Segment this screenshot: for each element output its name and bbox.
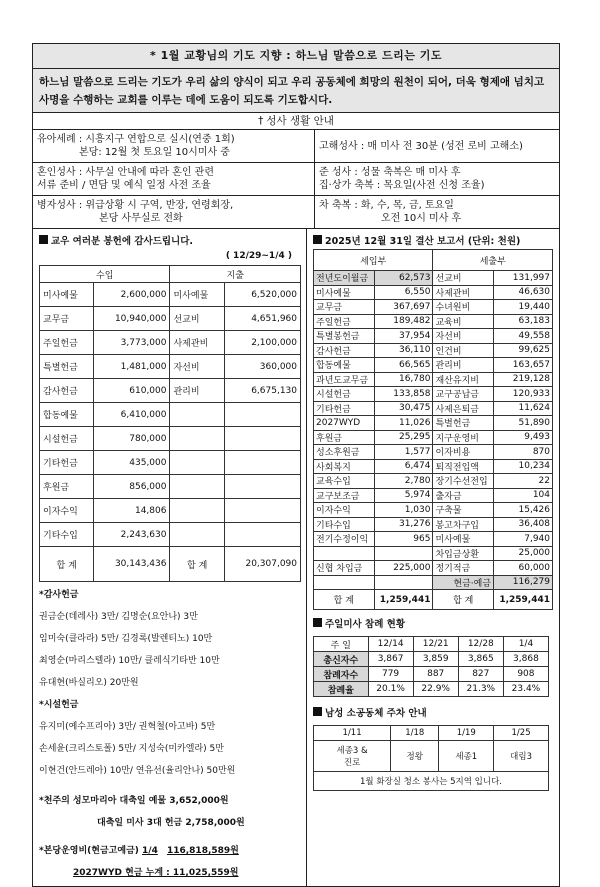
thanks-offering-heading: *감사헌금	[39, 590, 79, 600]
attendance-header-cell: 12/28	[458, 637, 503, 652]
sacrament-row-1	[33, 130, 559, 163]
car-blessing-info: 차 축복 : 화, 수, 목, 금, 토요일 오전 10시 미사 후	[319, 200, 462, 224]
attendance-value: 3,859	[413, 652, 458, 667]
attendance-header-cell: 12/21	[413, 637, 458, 652]
report-item	[314, 575, 375, 590]
report-income-header: 세입부	[314, 250, 433, 271]
report-row	[314, 271, 553, 286]
offering-amount	[224, 427, 300, 451]
parking-table	[313, 725, 549, 791]
offering-item: 관리비	[170, 379, 224, 403]
attendance-value: 23.4%	[503, 682, 548, 697]
report-amount	[374, 575, 433, 590]
report-amount: 22	[494, 474, 553, 489]
offering-row	[40, 451, 301, 475]
offering-row	[40, 283, 301, 307]
parking-group: 대림3	[494, 741, 549, 772]
offering-item: 합동예물	[40, 403, 94, 427]
attendance-header-cell: 1/4	[503, 637, 548, 652]
parking-group: 세종3 & 진로	[314, 741, 391, 772]
report-total-row	[314, 590, 553, 610]
facility-offering-heading: *시설헌금	[39, 700, 79, 710]
offering-amount: 2,100,000	[224, 331, 300, 355]
report-amount: 25,000	[494, 546, 553, 561]
offering-item: 후원금	[40, 475, 94, 499]
report-amount: 116,279	[494, 575, 553, 590]
confession-info: 고해성사 : 매 미사 전 30분 (성전 로비 고해소)	[319, 140, 523, 152]
report-row	[314, 343, 553, 358]
report-item: 주일헌금	[314, 314, 375, 329]
offering-item	[170, 475, 224, 499]
square-bullet-icon	[313, 707, 322, 716]
report-item: 관리비	[433, 358, 494, 373]
report-item	[314, 546, 375, 561]
report-item: 신협 차입금	[314, 561, 375, 576]
report-item: 감사헌금	[314, 343, 375, 358]
square-bullet-icon	[39, 235, 48, 244]
sacrament-row-3	[33, 196, 559, 229]
offering-total-expense-label: 합 계	[170, 547, 224, 582]
report-amount: 225,000	[374, 561, 433, 576]
offering-item	[170, 499, 224, 523]
offering-item: 특별헌금	[40, 355, 94, 379]
report-amount: 133,858	[374, 387, 433, 402]
report-row	[314, 532, 553, 547]
report-amount: 131,997	[494, 271, 553, 286]
offering-amount	[224, 499, 300, 523]
parish-fund-line: *본당운영비(현금고예금) 1/4 116,818,589원	[39, 846, 239, 856]
offering-amount: 2,243,630	[94, 523, 170, 547]
report-item: 기타수입	[314, 517, 375, 532]
attendance-value: 3,865	[458, 652, 503, 667]
report-item: 교육수입	[314, 474, 375, 489]
solemnity-collection-line: 대축일 미사 3대 헌금 2,758,000원	[97, 818, 245, 828]
report-item: 시설헌금	[314, 387, 375, 402]
parking-date: 1/18	[391, 726, 439, 741]
report-amount: 11,624	[494, 401, 553, 416]
attendance-label: 총신자수	[314, 652, 369, 667]
report-item: 교구보조금	[314, 488, 375, 503]
offering-amount	[224, 475, 300, 499]
report-amount: 2,780	[374, 474, 433, 489]
report-amount: 9,493	[494, 430, 553, 445]
report-row	[314, 358, 553, 373]
attendance-value: 779	[368, 667, 413, 682]
report-amount: 163,657	[494, 358, 553, 373]
report-item: 선교비	[433, 271, 494, 286]
report-total-label: 합 계	[314, 590, 375, 610]
report-amount: 6,474	[374, 459, 433, 474]
attendance-table	[313, 636, 549, 697]
report-item: 성소후원금	[314, 445, 375, 460]
report-amount: 46,630	[494, 285, 553, 300]
offering-row	[40, 475, 301, 499]
report-amount: 6,550	[374, 285, 433, 300]
report-amount: 104	[494, 488, 553, 503]
prayer-intention-body: 하느님 말씀으로 드리는 기도가 우리 삶의 양식이 되고 우리 공동체에 희망의 원천이 되어, 더욱 형제애 넘치고 사명을 수행하는 교회를 이루는 데에 도움이 되도록 기도합시다.	[33, 69, 559, 113]
parking-date: 1/11	[314, 726, 391, 741]
report-row	[314, 300, 553, 315]
report-amount: 30,475	[374, 401, 433, 416]
report-column	[307, 229, 559, 886]
offering-amount: 10,940,000	[94, 307, 170, 331]
report-row	[314, 474, 553, 489]
offering-amount: 6,675,130	[224, 379, 300, 403]
report-amount: 7,940	[494, 532, 553, 547]
attendance-value: 21.3%	[458, 682, 503, 697]
offering-item: 미사예물	[40, 283, 94, 307]
offering-total-label: 합 계	[40, 547, 94, 582]
prayer-intention-title: * 1월 교황님의 기도 지향 : 하느님 말씀으로 드리는 기도	[33, 44, 559, 69]
attendance-label: 참례율	[314, 682, 369, 697]
parking-footer-row	[314, 772, 549, 791]
report-item: 교구공납금	[433, 387, 494, 402]
report-amount: 99,625	[494, 343, 553, 358]
report-amount: 5,974	[374, 488, 433, 503]
report-item: 장기수선전입	[433, 474, 494, 489]
offering-row	[40, 331, 301, 355]
report-row	[314, 517, 553, 532]
report-row	[314, 445, 553, 460]
report-amount: 11,026	[374, 416, 433, 431]
restroom-cleaning-note: 1월 화장실 청소 봉사는 5지역 입니다.	[314, 772, 549, 791]
thanks-offering-line: 임미숙(클라라) 5만/ 김경록(발렌티노) 10만	[39, 634, 213, 644]
report-item: 후원금	[314, 430, 375, 445]
offering-item: 주일헌금	[40, 331, 94, 355]
report-row	[314, 387, 553, 402]
offering-amount: 6,520,000	[224, 283, 300, 307]
report-amount: 66,565	[374, 358, 433, 373]
sacrament-guide-title	[33, 113, 559, 130]
report-item: 퇴직전입액	[433, 459, 494, 474]
attendance-label: 참례자수	[314, 667, 369, 682]
attendance-header-cell: 12/14	[368, 637, 413, 652]
attendance-value: 908	[503, 667, 548, 682]
offering-title: 교우 여러분 봉헌에 감사드립니다.	[33, 229, 306, 249]
offering-amount: 856,000	[94, 475, 170, 499]
cross-icon: †	[258, 115, 264, 127]
expense-header: 지출	[170, 266, 301, 283]
report-total-income: 1,259,441	[374, 590, 433, 610]
lower-section	[33, 229, 559, 886]
report-amount: 51,890	[494, 416, 553, 431]
attendance-header-cell: 주 일	[314, 637, 369, 652]
report-item: 이자수익	[314, 503, 375, 518]
report-amount: 15,426	[494, 503, 553, 518]
attendance-value: 20.1%	[368, 682, 413, 697]
attendance-row	[314, 667, 549, 682]
square-bullet-icon	[313, 618, 322, 627]
report-item: 이자비용	[433, 445, 494, 460]
offering-item: 기타수입	[40, 523, 94, 547]
report-item: 미사예물	[433, 532, 494, 547]
offering-row	[40, 403, 301, 427]
thanks-offering-line: 최영순(마리스텔라) 10만/ 클레식기타반 10만	[39, 656, 220, 666]
offering-total-row	[40, 547, 301, 582]
report-amount: 25,295	[374, 430, 433, 445]
report-amount: 1,577	[374, 445, 433, 460]
report-item: 교무금	[314, 300, 375, 315]
report-item: 구축물	[433, 503, 494, 518]
report-item: 교육비	[433, 314, 494, 329]
offering-amount: 1,481,000	[94, 355, 170, 379]
report-item: 출자금	[433, 488, 494, 503]
report-total-label: 합 계	[433, 590, 494, 610]
offering-amount: 14,806	[94, 499, 170, 523]
offering-notes	[33, 582, 306, 886]
infant-baptism-info: 유아세례 : 시흥지구 연합으로 실시(연중 1회) 본당: 12월 첫 토요일 10시미사 중	[33, 130, 315, 162]
offering-item: 선교비	[170, 307, 224, 331]
report-item: 인건비	[433, 343, 494, 358]
report-amount: 62,573	[374, 271, 433, 286]
report-item: 사제은퇴금	[433, 401, 494, 416]
offering-item	[170, 427, 224, 451]
report-item: 기타헌금	[314, 401, 375, 416]
offering-total-expense: 20,307,090	[224, 547, 300, 582]
offering-row	[40, 523, 301, 547]
wyd-fund-line: 2027WYD 현금 누계 : 11,025,559원	[73, 868, 239, 878]
report-total-expense: 1,259,441	[494, 590, 553, 610]
report-item: 정기적금	[433, 561, 494, 576]
report-row	[314, 314, 553, 329]
report-row	[314, 546, 553, 561]
parking-date: 1/19	[439, 726, 494, 741]
report-item: 지구운영비	[433, 430, 494, 445]
offering-amount: 780,000	[94, 427, 170, 451]
parking-group: 정왕	[391, 741, 439, 772]
report-amount: 120,933	[494, 387, 553, 402]
thanks-offering-line: 유대현(바실리오) 20만원	[39, 678, 139, 688]
report-row	[314, 459, 553, 474]
offering-amount: 6,410,000	[94, 403, 170, 427]
report-item: 사회복지	[314, 459, 375, 474]
report-item: 재산유지비	[433, 372, 494, 387]
report-row	[314, 575, 553, 590]
thanks-offering-line: 권금순(데레사) 3만/ 김명순(요안나) 3만	[39, 612, 198, 622]
offering-amount	[224, 451, 300, 475]
attendance-row	[314, 682, 549, 697]
sacrament-row-2	[33, 163, 559, 196]
report-row	[314, 430, 553, 445]
offering-item: 사제관비	[170, 331, 224, 355]
report-amount: 49,558	[494, 329, 553, 344]
attendance-value: 827	[458, 667, 503, 682]
report-amount: 31,276	[374, 517, 433, 532]
offering-total-income: 30,143,436	[94, 547, 170, 582]
report-item: 봉고차구입	[433, 517, 494, 532]
offering-row	[40, 355, 301, 379]
facility-offering-line: 이현건(안드레아) 10만/ 연유선(율리안나) 50만원	[39, 766, 236, 776]
report-item: 2027WYD	[314, 416, 375, 431]
offering-row	[40, 499, 301, 523]
income-header: 수입	[40, 266, 170, 283]
report-item: 전년도이월금	[314, 271, 375, 286]
report-amount: 219,128	[494, 372, 553, 387]
parking-title: 남성 소공동체 주차 안내	[307, 697, 559, 721]
report-item: 합동예물	[314, 358, 375, 373]
offering-item	[170, 451, 224, 475]
report-amount: 36,110	[374, 343, 433, 358]
offering-row	[40, 379, 301, 403]
report-row	[314, 285, 553, 300]
report-item: 특별헌금	[433, 416, 494, 431]
blessing-info: 준 성사 : 성물 축복은 매 미사 후 집·상가 축복 : 목요일(사전 신청 조율)	[319, 167, 485, 191]
attendance-value: 3,867	[368, 652, 413, 667]
attendance-value: 3,868	[503, 652, 548, 667]
report-item: 미사예물	[314, 285, 375, 300]
offering-period: ( 12/29~1/4 )	[225, 251, 292, 261]
offering-item: 미사예물	[170, 283, 224, 307]
facility-offering-line: 유지미(예수프리아) 3만/ 권혁철(아고바) 5만	[39, 722, 216, 732]
report-row	[314, 503, 553, 518]
report-expense-header: 세출부	[433, 250, 553, 271]
report-amount	[374, 546, 433, 561]
report-amount: 870	[494, 445, 553, 460]
offering-amount: 3,773,000	[94, 331, 170, 355]
report-item: 과년도교무금	[314, 372, 375, 387]
attendance-title: 주일미사 참례 현황	[307, 610, 559, 632]
offering-amount	[224, 523, 300, 547]
offering-amount: 610,000	[94, 379, 170, 403]
report-item: 특별봉헌금	[314, 329, 375, 344]
parking-name-row	[314, 741, 549, 772]
attendance-row	[314, 652, 549, 667]
report-amount: 36,408	[494, 517, 553, 532]
offering-item: 기타헌금	[40, 451, 94, 475]
parking-date: 1/25	[494, 726, 549, 741]
report-amount: 1,030	[374, 503, 433, 518]
offering-item: 교무금	[40, 307, 94, 331]
report-item: 현금·예금	[433, 575, 494, 590]
report-row	[314, 416, 553, 431]
report-amount: 19,440	[494, 300, 553, 315]
financial-report-table	[313, 249, 553, 610]
offering-amount: 4,651,960	[224, 307, 300, 331]
report-amount: 10,234	[494, 459, 553, 474]
offering-item	[170, 403, 224, 427]
report-item: 사제관비	[433, 285, 494, 300]
report-title: 2025년 12월 31일 결산 보고서 (단위: 천원)	[307, 229, 559, 249]
report-amount: 965	[374, 532, 433, 547]
report-amount: 16,780	[374, 372, 433, 387]
parking-date-row	[314, 726, 549, 741]
report-item: 수녀원비	[433, 300, 494, 315]
report-row	[314, 329, 553, 344]
offering-amount: 360,000	[224, 355, 300, 379]
offering-item: 시설헌금	[40, 427, 94, 451]
report-row	[314, 372, 553, 387]
offering-item	[170, 523, 224, 547]
solemnity-offering-line: *천주의 성모마리아 대축일 예물 3,652,000원	[39, 796, 229, 806]
report-row	[314, 488, 553, 503]
offering-row	[40, 427, 301, 451]
report-item: 전기수정이익	[314, 532, 375, 547]
report-row	[314, 401, 553, 416]
report-item: 차입금상환	[433, 546, 494, 561]
report-amount: 189,482	[374, 314, 433, 329]
offering-amount	[224, 403, 300, 427]
report-amount: 60,000	[494, 561, 553, 576]
offering-table	[39, 265, 301, 582]
facility-offering-line: 손세윤(크리스토폴) 5만/ 지성숙(미카엘라) 5만	[39, 744, 224, 754]
report-amount: 367,697	[374, 300, 433, 315]
square-bullet-icon	[313, 235, 322, 244]
attendance-value: 887	[413, 667, 458, 682]
anointing-info: 병자성사 : 위급상황 시 구역, 반장, 연령회장, 본당 사무실로 전화	[33, 196, 315, 228]
offering-column	[33, 229, 307, 886]
offering-item: 자선비	[170, 355, 224, 379]
offering-amount: 435,000	[94, 451, 170, 475]
attendance-value: 22.9%	[413, 682, 458, 697]
offering-item: 이자수익	[40, 499, 94, 523]
marriage-info: 혼인성사 : 사무실 안내에 따라 혼인 관련 서류 준비 / 면담 및 예식 일정 사전 조율	[33, 163, 315, 195]
offering-row	[40, 307, 301, 331]
report-item: 자선비	[433, 329, 494, 344]
sacrament-guide-label: 성사 생활 안내	[266, 115, 334, 127]
report-amount: 63,183	[494, 314, 553, 329]
report-row	[314, 561, 553, 576]
report-amount: 37,954	[374, 329, 433, 344]
attendance-header-row	[314, 637, 549, 652]
bulletin-page	[32, 43, 560, 887]
offering-amount: 2,600,000	[94, 283, 170, 307]
parking-group: 세종1	[439, 741, 494, 772]
offering-item: 감사헌금	[40, 379, 94, 403]
